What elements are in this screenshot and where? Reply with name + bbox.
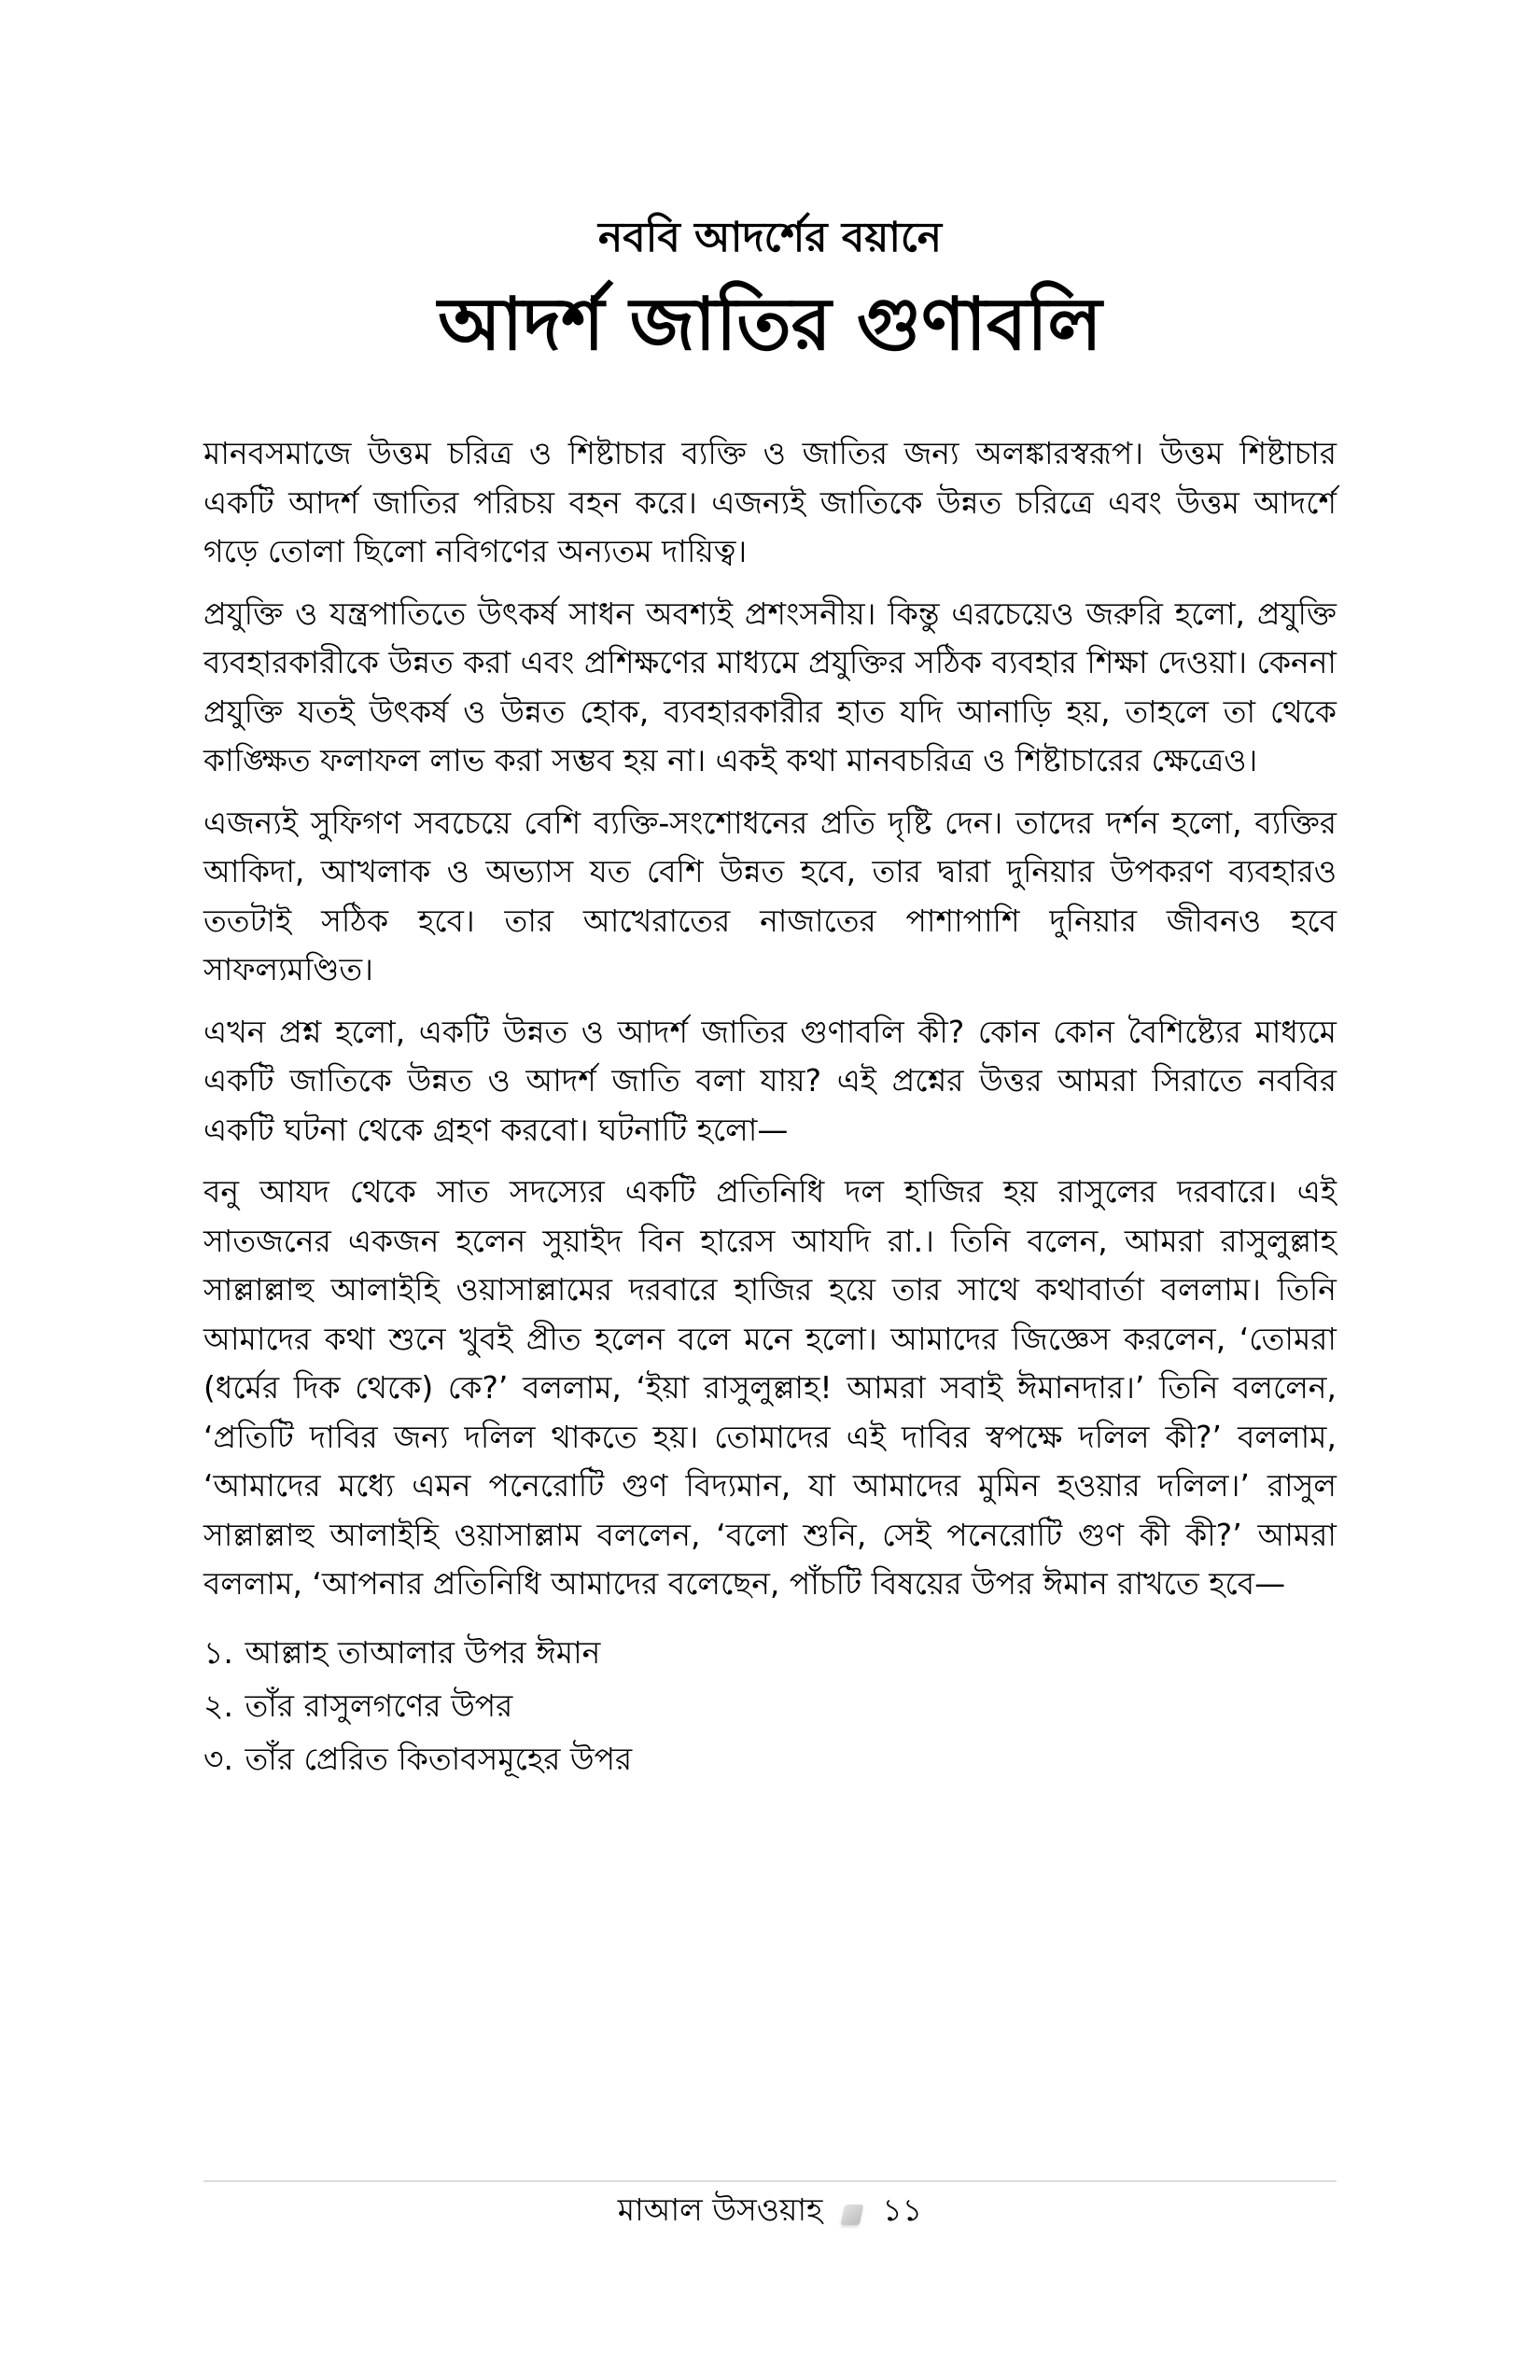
chapter-heading — [203, 210, 1337, 376]
list-item-number: ১. — [203, 1633, 233, 1671]
page-ornament-icon — [841, 2205, 864, 2225]
paragraph: বনু আযদ থেকে সাত সদস্যের একটি প্রতিনিধি দল হাজির হয় রাসুলের দরবারে। এই সাতজনের একজন হলেন সুয়াইদ বিন হারেস আযদি রা.। তিনি বলেন, আমরা রাসুলুল্লাহ সাল্লাল্লাহু আলাইহি ওয়াসাল্লামের দরবারে হাজির হয়ে তার সাথে কথাবার্তা বললাম। তিনি আমাদের কথা শুনে খুবই প্রীত হলেন বলে মনে হলো। আমাদের জিজ্ঞেস করলেন, ‘তোমরা (ধর্মের দিক থেকে) কে?’ বললাম, ‘ইয়া রাসুলুল্লাহ! আমরা সবাই ঈমানদার।’ তিনি বললেন, ‘প্রতিটি দাবির জন্য দলিল থাকতে হয়। তোমাদের এই দাবির স্বপক্ষে দলিল কী?’ বললাম, ‘আমাদের মধ্যে এমন পনেরোটি গুণ বিদ্যমান, যা আমাদের মুমিন হওয়ার দলিল।’ রাসুল সাল্লাল্লাহু আলাইহি ওয়াসাল্লাম বললেন, ‘বলো শুনি, সেই পনেরোটি গুণ কী কী?’ আমরা বললাম, ‘আপনার প্রতিনিধি আমাদের বলেছেন, পাঁচটি বিষয়ের উপর ঈমান রাখতে হবে— — [203, 1173, 1337, 1602]
footer-divider — [203, 2180, 1337, 2182]
list-item-number: ৩. — [203, 1740, 233, 1777]
list-item — [203, 1732, 1337, 1785]
page-number: ১১ — [882, 2191, 923, 2228]
paragraph: এজন্যই সুফিগণ সবচেয়ে বেশি ব্যক্তি-সংশোধনের প্রতি দৃষ্টি দেন। তাদের দর্শন হলো, ব্যক্তির আকিদা, আখলাক ও অভ্যাস যত বেশি উন্নত হবে, তার দ্বারা দুনিয়ার উপকরণ ব্যবহারও ততটাই সঠিক হবে। তার আখেরাতের নাজাতের পাশাপাশি দুনিয়ার জীবনও হবে সাফল্যমণ্ডিত। — [203, 804, 1337, 987]
paragraph: এখন প্রশ্ন হলো, একটি উন্নত ও আদর্শ জাতির গুণাবলি কী? কোন কোন বৈশিষ্ট্যের মাধ্যমে একটি জাতিকে উন্নত ও আদর্শ জাতি বলা যায়? এই প্রশ্নের উত্তর আমরা সিরাতে নববির একটি ঘটনা থেকে গ্রহণ করবো। ঘটনাটি হলো— — [203, 1013, 1337, 1148]
list-item-text: তাঁর প্রেরিত কিতাবসমূহের উপর — [245, 1740, 633, 1777]
chapter-subtitle: নববি আদর্শের বয়ানে — [598, 214, 942, 261]
paragraph: মানবসমাজে উত্তম চরিত্র ও শিষ্টাচার ব্যক্তি ও জাতির জন্য অলঙ্কারস্বরূপ। উত্তম শিষ্টাচার একটি আদর্শ জাতির পরিচয় বহন করে। এজন্যই জাতিকে উন্নত চরিত্রে এবং উত্তম আদর্শে গড়ে তোলা ছিলো নবিগণের অন্যতম দায়িত্ব। — [203, 435, 1337, 569]
list-item-number: ২. — [203, 1687, 233, 1724]
paragraph: প্রযুক্তি ও যন্ত্রপাতিতে উৎকর্ষ সাধন অবশ্যই প্রশংসনীয়। কিন্তু এরচেয়েও জরুরি হলো, প্রযুক্তি ব্যবহারকারীকে উন্নত করা এবং প্রশিক্ষণের মাধ্যমে প্রযুক্তির সঠিক ব্যবহার শিক্ষা দেওয়া। কেননা প্রযুক্তি যতই উৎকর্ষ ও উন্নত হোক, ব্যবহারকারীর হাত যদি আনাড়ি হয়, তাহলে তা থেকে কাঙ্ক্ষিত ফলাফল লাভ করা সম্ভব হয় না। একই কথা মানবচরিত্র ও শিষ্টাচারের ক্ষেত্রেও। — [203, 595, 1337, 778]
footer-book-title: মাআল উসওয়াহ — [617, 2191, 823, 2228]
list-item — [203, 1626, 1337, 1679]
page-footer — [203, 2189, 1337, 2235]
list-item-text: তাঁর রাসুলগণের উপর — [245, 1687, 513, 1724]
list-item-text: আল্লাহ তাআলার উপর ঈমান — [245, 1633, 601, 1671]
list-item — [203, 1679, 1337, 1732]
chapter-title: আদর্শ জাতির গুণাবলি — [438, 283, 1102, 367]
belief-list — [203, 1626, 1337, 1785]
body-text — [203, 429, 1337, 1785]
